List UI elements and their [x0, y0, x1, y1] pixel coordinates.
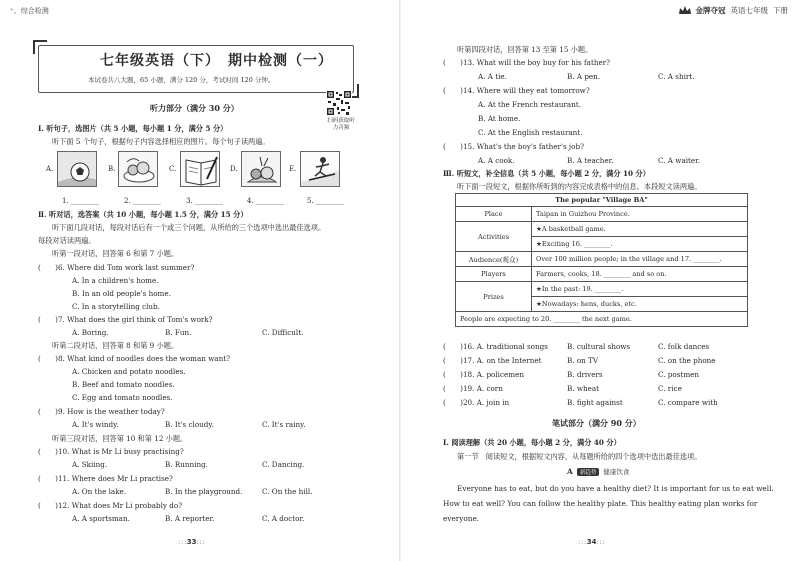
table-value-prize-2: ★Nowadays: hens, ducks, etc. — [532, 297, 748, 312]
question-16-option-c[interactable]: C. folk dances — [658, 342, 710, 351]
question-14-option-b[interactable]: B. At home. — [478, 114, 521, 123]
info-table — [455, 193, 748, 327]
question-20-option-b[interactable]: B. fight against — [567, 398, 623, 407]
question-11-option-a[interactable]: A. On the lake. — [72, 487, 127, 496]
answer-blank-2[interactable]: 2. ________ — [124, 197, 161, 205]
picture-label-e: E. — [289, 165, 297, 173]
passage-topic: 健康饮食 — [603, 468, 630, 476]
listening-title: 听力部分（满分 30 分） — [150, 103, 239, 113]
question-13-option-a[interactable]: A. A tie. — [478, 72, 507, 81]
question-7-option-c[interactable]: C. Difficult. — [262, 328, 304, 337]
volume-label: 下册 — [773, 6, 788, 15]
answer-blank-1[interactable]: 1. ________ — [62, 197, 99, 205]
table-label-players: Players — [456, 267, 532, 282]
answer-blank-3[interactable]: 3. ________ — [186, 197, 223, 205]
page-number-left: :::33::: — [178, 537, 206, 546]
subject-label: 英语七年级 — [730, 6, 768, 15]
question-17-option-b[interactable]: B. on TV — [567, 356, 599, 365]
table-label-prizes: Prizes — [456, 282, 532, 312]
writing-head: Ⅰ. 阅读理解（共 20 小题，每小题 2 分，满分 40 分） — [443, 438, 621, 447]
table-label-audience: Audience(观众) — [456, 252, 532, 267]
skiing-icon — [301, 152, 340, 187]
question-12-option-a[interactable]: A. A sportsman. — [72, 514, 130, 523]
writing-title: 笔试部分（满分 90 分） — [552, 418, 641, 428]
picture-label-a: A. — [46, 165, 54, 173]
question-8-option-c[interactable]: C. Egg and tomato noodles. — [72, 393, 173, 402]
picture-b — [118, 151, 158, 187]
question-19: ( )19. A. corn — [443, 384, 503, 393]
passage-line-2: How to eat well? You can follow the healthy plate. This healthy eating plan works for — [443, 499, 758, 508]
question-15-option-b[interactable]: B. A teacher. — [567, 156, 614, 165]
exam-title: 七年级英语（下） 期中检测（一） — [100, 53, 333, 69]
page-number-right: :::34::: — [578, 537, 606, 546]
question-11-option-c[interactable]: C. On the hill. — [262, 487, 313, 496]
table-title: The popular "Village BA" — [456, 194, 748, 207]
question-10-option-a[interactable]: A. Skiing. — [72, 460, 108, 469]
question-13-option-b[interactable]: B. A pen. — [567, 72, 601, 81]
question-18-option-c[interactable]: C. postmen — [658, 370, 700, 379]
question-9-option-c[interactable]: C. It's rainy. — [262, 420, 306, 429]
question-11: ( )11. Where does Mr Li practise? — [38, 474, 173, 483]
picture-label-b: B. — [108, 165, 116, 173]
dialogue-3-note: 听第三段对话，回答第 10 和第 12 小题。 — [52, 434, 188, 443]
question-12-option-c[interactable]: C. A doctor. — [262, 514, 305, 523]
picture-label-d: D. — [230, 165, 238, 173]
qr-code-icon[interactable] — [326, 90, 352, 116]
listening-s2-instr2: 每段对话读两遍。 — [38, 236, 96, 245]
question-7: ( )7. What does the girl think of Tom's work? — [38, 315, 213, 324]
exam-note: 本试卷共八大题，65 小题，满分 120 分，考试时间 120 分钟。 — [88, 76, 275, 84]
listening-s2-head: Ⅱ. 听对话，选答案（共 10 小题，每小题 1.5 分，满分 15 分） — [38, 210, 248, 219]
table-label-place: Place — [456, 207, 532, 222]
question-19-option-c[interactable]: C. rice — [658, 384, 682, 393]
picture-a — [57, 151, 97, 187]
table-value-players[interactable]: Farmers, cooks, 18. ________ and so on. — [532, 267, 748, 282]
question-8-option-a[interactable]: A. Chicken and potato noodles. — [72, 367, 186, 376]
question-7-option-b[interactable]: B. Fun. — [165, 328, 192, 337]
question-6-option-b[interactable]: B. In an old people's home. — [72, 289, 171, 298]
question-20: ( )20. A. join in — [443, 398, 510, 407]
question-12: ( )12. What does Mr Li probably do? — [38, 501, 183, 510]
crown-logo-icon — [679, 6, 691, 15]
listening-s3-head: Ⅲ. 听短文，补全信息（共 5 小题，每小题 2 分，满分 10 分） — [443, 169, 650, 178]
question-19-option-b[interactable]: B. wheat — [567, 384, 600, 393]
table-value-place: Taipan in Guizhou Province. — [532, 207, 748, 222]
picture-d — [241, 151, 281, 187]
trend-badge: 新趋势 — [577, 468, 600, 476]
passage-heading — [567, 467, 629, 476]
listening-s1-instr: 听下面 5 个句子，根据句子内容选择相应的图片。每个句子读两遍。 — [52, 137, 270, 146]
question-16: ( )16. A. traditional songs — [443, 342, 548, 351]
question-18: ( )18. A. policemen — [443, 370, 524, 379]
dialogue-2-note: 听第二段对话，回答第 8 和第 9 小题。 — [52, 341, 179, 350]
table-value-activity-1: ★A basketball game. — [532, 222, 748, 237]
table-label-activities: Activities — [456, 222, 532, 252]
answer-blank-5[interactable]: 5. ________ — [307, 197, 344, 205]
table-footer[interactable]: People are expecting to 20. ________ the next game. — [456, 312, 748, 327]
book-pen-icon — [181, 152, 220, 187]
passage-label: A — [567, 467, 573, 476]
brand-name: 金牌夺冠 — [695, 6, 726, 15]
passage-line-1: Everyone has to eat, but do you have a healthy diet? It is important for us to eat well. — [457, 484, 774, 493]
question-16-option-b[interactable]: B. cultural shows — [567, 342, 631, 351]
question-9-option-a[interactable]: A. It's windy. — [72, 420, 119, 429]
question-10-option-c[interactable]: C. Dancing. — [262, 460, 305, 469]
dialogue-1-note: 听第一段对话，回答第 6 和第 7 小题。 — [52, 249, 179, 258]
question-13: ( )13. What will the boy buy for his father? — [443, 58, 611, 67]
question-10-option-b[interactable]: B. Running. — [165, 460, 208, 469]
question-8: ( )8. What kind of noodles does the woman want? — [38, 354, 230, 363]
question-17-option-c[interactable]: C. on the phone — [658, 356, 716, 365]
question-15-option-c[interactable]: C. A waiter. — [658, 156, 701, 165]
question-11-option-b[interactable]: B. In the playground. — [165, 487, 243, 496]
listening-s3-instr: 听下面一段短文，根据你所听到的内容完成表格中的信息。本段短文读两遍。 — [457, 182, 702, 191]
question-15: ( )15. What's the boy's father's job? — [443, 142, 584, 151]
question-18-option-b[interactable]: B. drivers — [567, 370, 603, 379]
vegetables-icon — [242, 152, 281, 187]
question-15-option-a[interactable]: A. A cook. — [478, 156, 515, 165]
sports-ball-icon — [58, 152, 97, 187]
table-value-audience[interactable]: Over 100 million people; in the village and 17. ________. — [532, 252, 748, 267]
question-13-option-c[interactable]: C. A shirt. — [658, 72, 695, 81]
table-value-activity-2[interactable]: ★Exciting 16. ________. — [532, 237, 748, 252]
picture-e — [300, 151, 340, 187]
writing-instr: 第一节 阅读短文，根据短文内容，从每题所给的四个选项中选出最佳选项。 — [457, 452, 702, 461]
passage-line-3: everyone. — [443, 514, 480, 523]
picture-label-c: C. — [169, 165, 177, 173]
listening-s2-instr1: 听下面几段对话，每段对话后有一个或三个问题，从所给的三个选项中选出最佳选项。 — [52, 223, 326, 232]
question-12-option-b[interactable]: B. A reporter. — [165, 514, 215, 523]
question-10: ( )10. What is Mr Li busy practising? — [38, 447, 184, 456]
question-14-option-c[interactable]: C. At the English restaurant. — [478, 128, 583, 137]
question-14-option-a[interactable]: A. At the French restaurant. — [478, 100, 582, 109]
answer-blank-4[interactable]: 4. ________ — [247, 197, 284, 205]
question-7-option-a[interactable]: A. Boring. — [72, 328, 109, 337]
question-20-option-c[interactable]: C. compare with — [658, 398, 718, 407]
section-header-label: ⁺、综合检测 — [10, 7, 49, 15]
food-icon — [119, 152, 158, 187]
table-value-prize-1[interactable]: ★In the past: 19. ________. — [532, 282, 748, 297]
picture-c — [180, 151, 220, 187]
question-9-option-b[interactable]: B. It's cloudy. — [165, 420, 214, 429]
listening-s1-head: Ⅰ. 听句子，选图片（共 5 小题，每小题 1 分，满分 5 分） — [38, 124, 228, 133]
question-17: ( )17. A. on the Internet — [443, 356, 542, 365]
question-9: ( )9. How is the weather today? — [38, 407, 165, 416]
question-14: ( )14. Where will they eat tomorrow? — [443, 86, 590, 95]
question-6: ( )6. Where did Tom work last summer? — [38, 263, 195, 272]
question-8-option-b[interactable]: B. Beef and tomato noodles. — [72, 380, 175, 389]
question-6-option-c[interactable]: C. In a storytelling club. — [72, 302, 160, 311]
qr-caption: 扫码获取听力音频 — [327, 118, 355, 131]
question-6-option-a[interactable]: A. In a children's home. — [72, 276, 159, 285]
dialogue-4-note: 听第四段对话，回答第 13 至第 15 小题。 — [457, 45, 593, 54]
book-header — [679, 5, 789, 16]
